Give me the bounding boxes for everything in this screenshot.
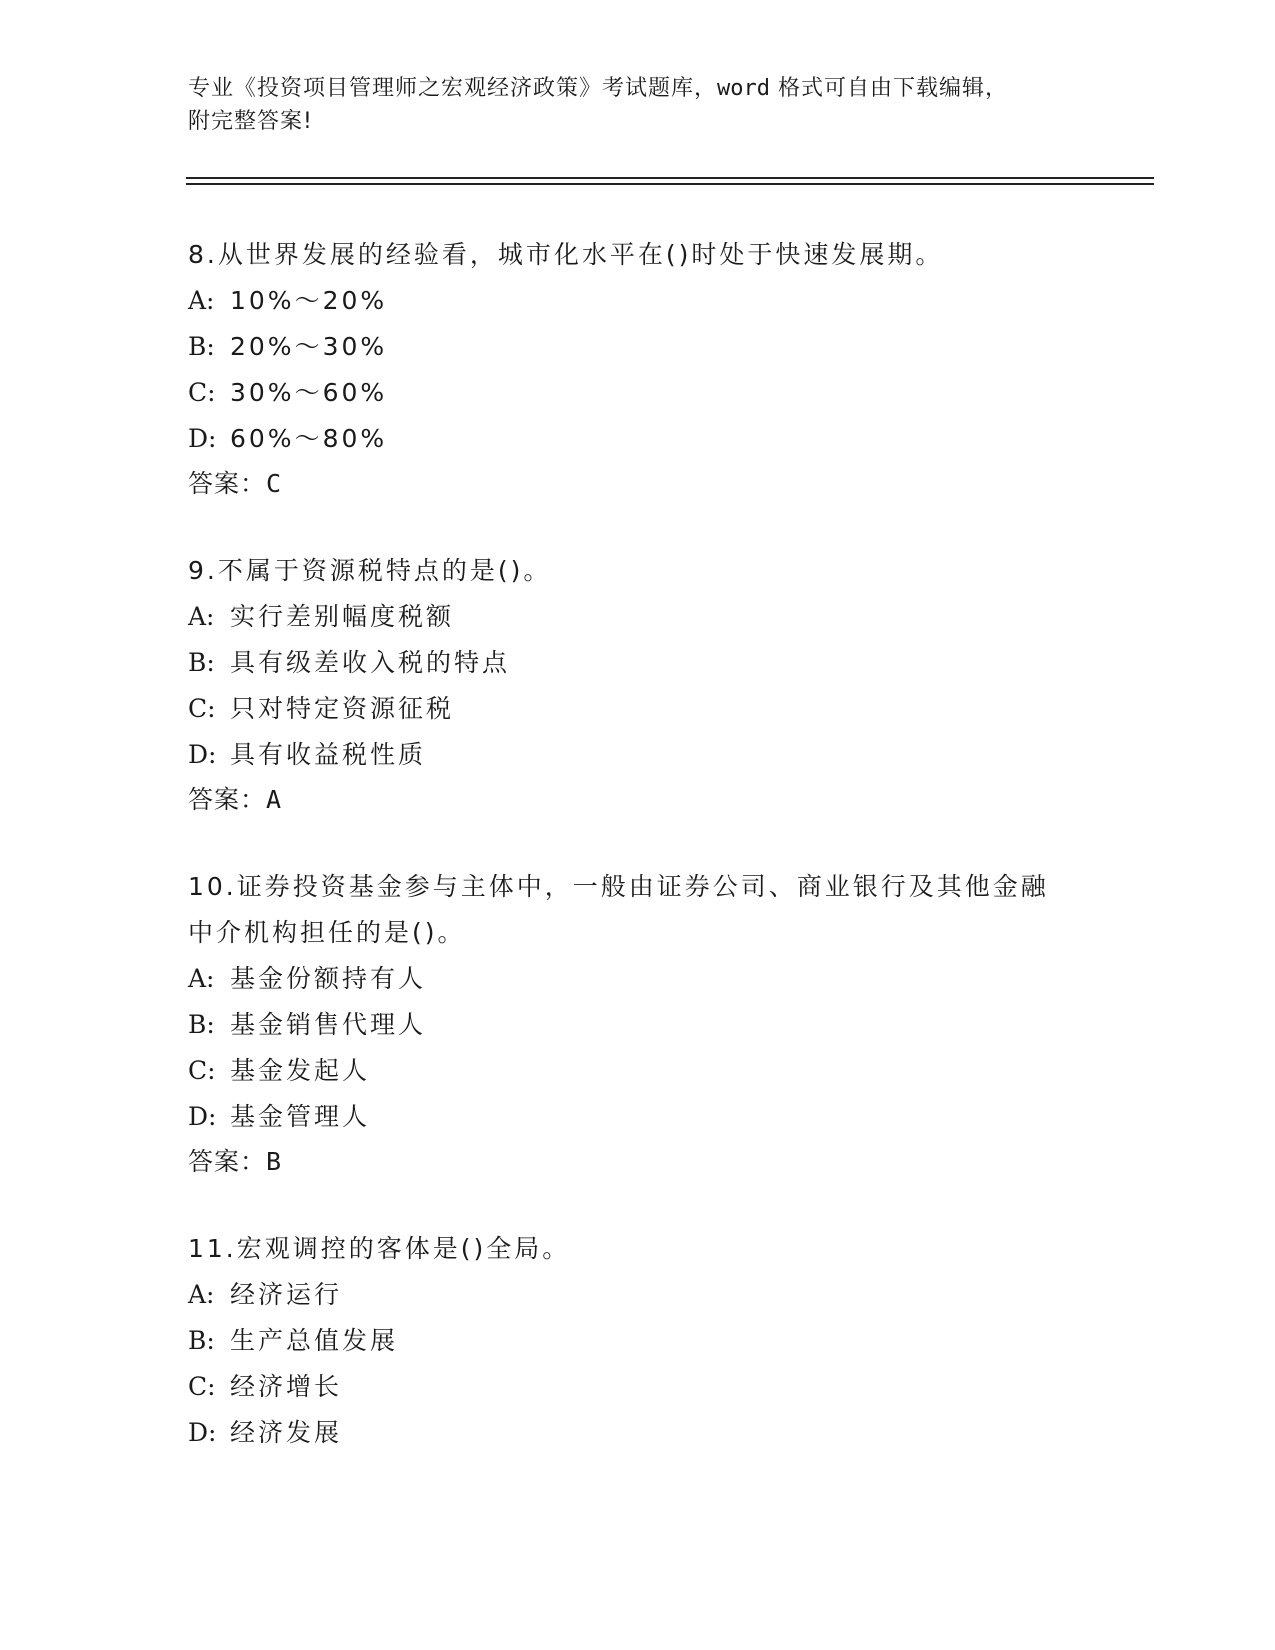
option-letter: B: xyxy=(188,648,215,677)
option-text: 基金份额持有人 xyxy=(230,964,427,993)
option-a xyxy=(188,956,1088,1002)
header-line-1 xyxy=(188,72,1088,105)
header-divider-top xyxy=(186,177,1154,179)
option-letter: B: xyxy=(188,332,215,361)
question-list xyxy=(188,232,1088,1456)
option-letter: D: xyxy=(188,1418,217,1447)
answer-value: A xyxy=(266,785,283,814)
option-letter: D: xyxy=(188,424,217,453)
option-b xyxy=(188,640,1088,686)
header-text-word: word xyxy=(717,76,770,101)
option-b xyxy=(188,1002,1088,1048)
option-text: 60%～80% xyxy=(230,424,388,453)
option-c xyxy=(188,686,1088,732)
option-letter: C: xyxy=(188,694,216,723)
option-text: 基金销售代理人 xyxy=(230,1010,427,1039)
answer-line xyxy=(188,778,1088,822)
option-text: 经济运行 xyxy=(230,1280,343,1309)
answer-label: 答案： xyxy=(188,785,267,814)
option-d xyxy=(188,732,1088,778)
question-stem: 8.从世界发展的经验看，城市化水平在()时处于快速发展期。 xyxy=(188,240,944,269)
answer-line xyxy=(188,1140,1088,1184)
option-b xyxy=(188,1318,1088,1364)
option-text: 生产总值发展 xyxy=(230,1326,399,1355)
answer-label: 答案： xyxy=(188,1147,267,1176)
option-text: 10%～20% xyxy=(230,286,388,315)
header-text-post: 格式可自由下载编辑， xyxy=(770,76,1008,101)
option-letter: A: xyxy=(188,964,215,993)
option-b xyxy=(188,324,1088,370)
option-letter: B: xyxy=(188,1326,215,1355)
question-11 xyxy=(188,1226,1088,1456)
option-text: 实行差别幅度税额 xyxy=(230,602,455,631)
question-stem: 11.宏观调控的客体是()全局。 xyxy=(188,1234,571,1263)
question-9 xyxy=(188,548,1088,822)
header-line-2: 附完整答案! xyxy=(188,109,313,134)
header-text-pre: 专业《投资项目管理师之宏观经济政策》考试题库， xyxy=(188,76,718,101)
question-stem: 9.不属于资源税特点的是()。 xyxy=(188,556,552,585)
option-d xyxy=(188,1410,1088,1456)
answer-label: 答案： xyxy=(188,469,267,498)
option-text: 基金管理人 xyxy=(230,1102,371,1131)
option-letter: D: xyxy=(188,740,217,769)
option-letter: C: xyxy=(188,378,216,407)
option-letter: A: xyxy=(188,1280,215,1309)
option-c xyxy=(188,1364,1088,1410)
option-text: 基金发起人 xyxy=(230,1056,371,1085)
question-stem-line-2: 中介机构担任的是()。 xyxy=(188,918,466,947)
question-spacer xyxy=(188,822,1088,864)
option-letter: C: xyxy=(188,1372,216,1401)
option-letter: A: xyxy=(188,602,215,631)
option-letter: B: xyxy=(188,1010,215,1039)
option-c xyxy=(188,370,1088,416)
option-letter: C: xyxy=(188,1056,216,1085)
question-spacer xyxy=(188,1184,1088,1226)
option-letter: A: xyxy=(188,286,215,315)
option-text: 30%～60% xyxy=(230,378,388,407)
option-letter: D: xyxy=(188,1102,217,1131)
option-text: 具有收益税性质 xyxy=(230,740,427,769)
option-a xyxy=(188,1272,1088,1318)
header-divider-bottom xyxy=(186,183,1154,185)
option-d xyxy=(188,1094,1088,1140)
option-text: 只对特定资源征税 xyxy=(230,694,455,723)
option-a xyxy=(188,594,1088,640)
option-text: 经济增长 xyxy=(230,1372,343,1401)
option-text: 20%～30% xyxy=(230,332,388,361)
question-stem-line-1: 10.证券投资基金参与主体中，一般由证券公司、商业银行及其他金融 xyxy=(188,872,1049,901)
answer-value: C xyxy=(266,469,283,498)
option-text: 经济发展 xyxy=(230,1418,343,1447)
option-text: 具有级差收入税的特点 xyxy=(230,648,511,677)
option-d xyxy=(188,416,1088,462)
question-8 xyxy=(188,232,1088,506)
document-header xyxy=(188,72,1088,138)
answer-line xyxy=(188,462,1088,506)
option-c xyxy=(188,1048,1088,1094)
option-a xyxy=(188,278,1088,324)
question-10 xyxy=(188,864,1088,1184)
question-spacer xyxy=(188,506,1088,548)
answer-value: B xyxy=(266,1147,283,1176)
